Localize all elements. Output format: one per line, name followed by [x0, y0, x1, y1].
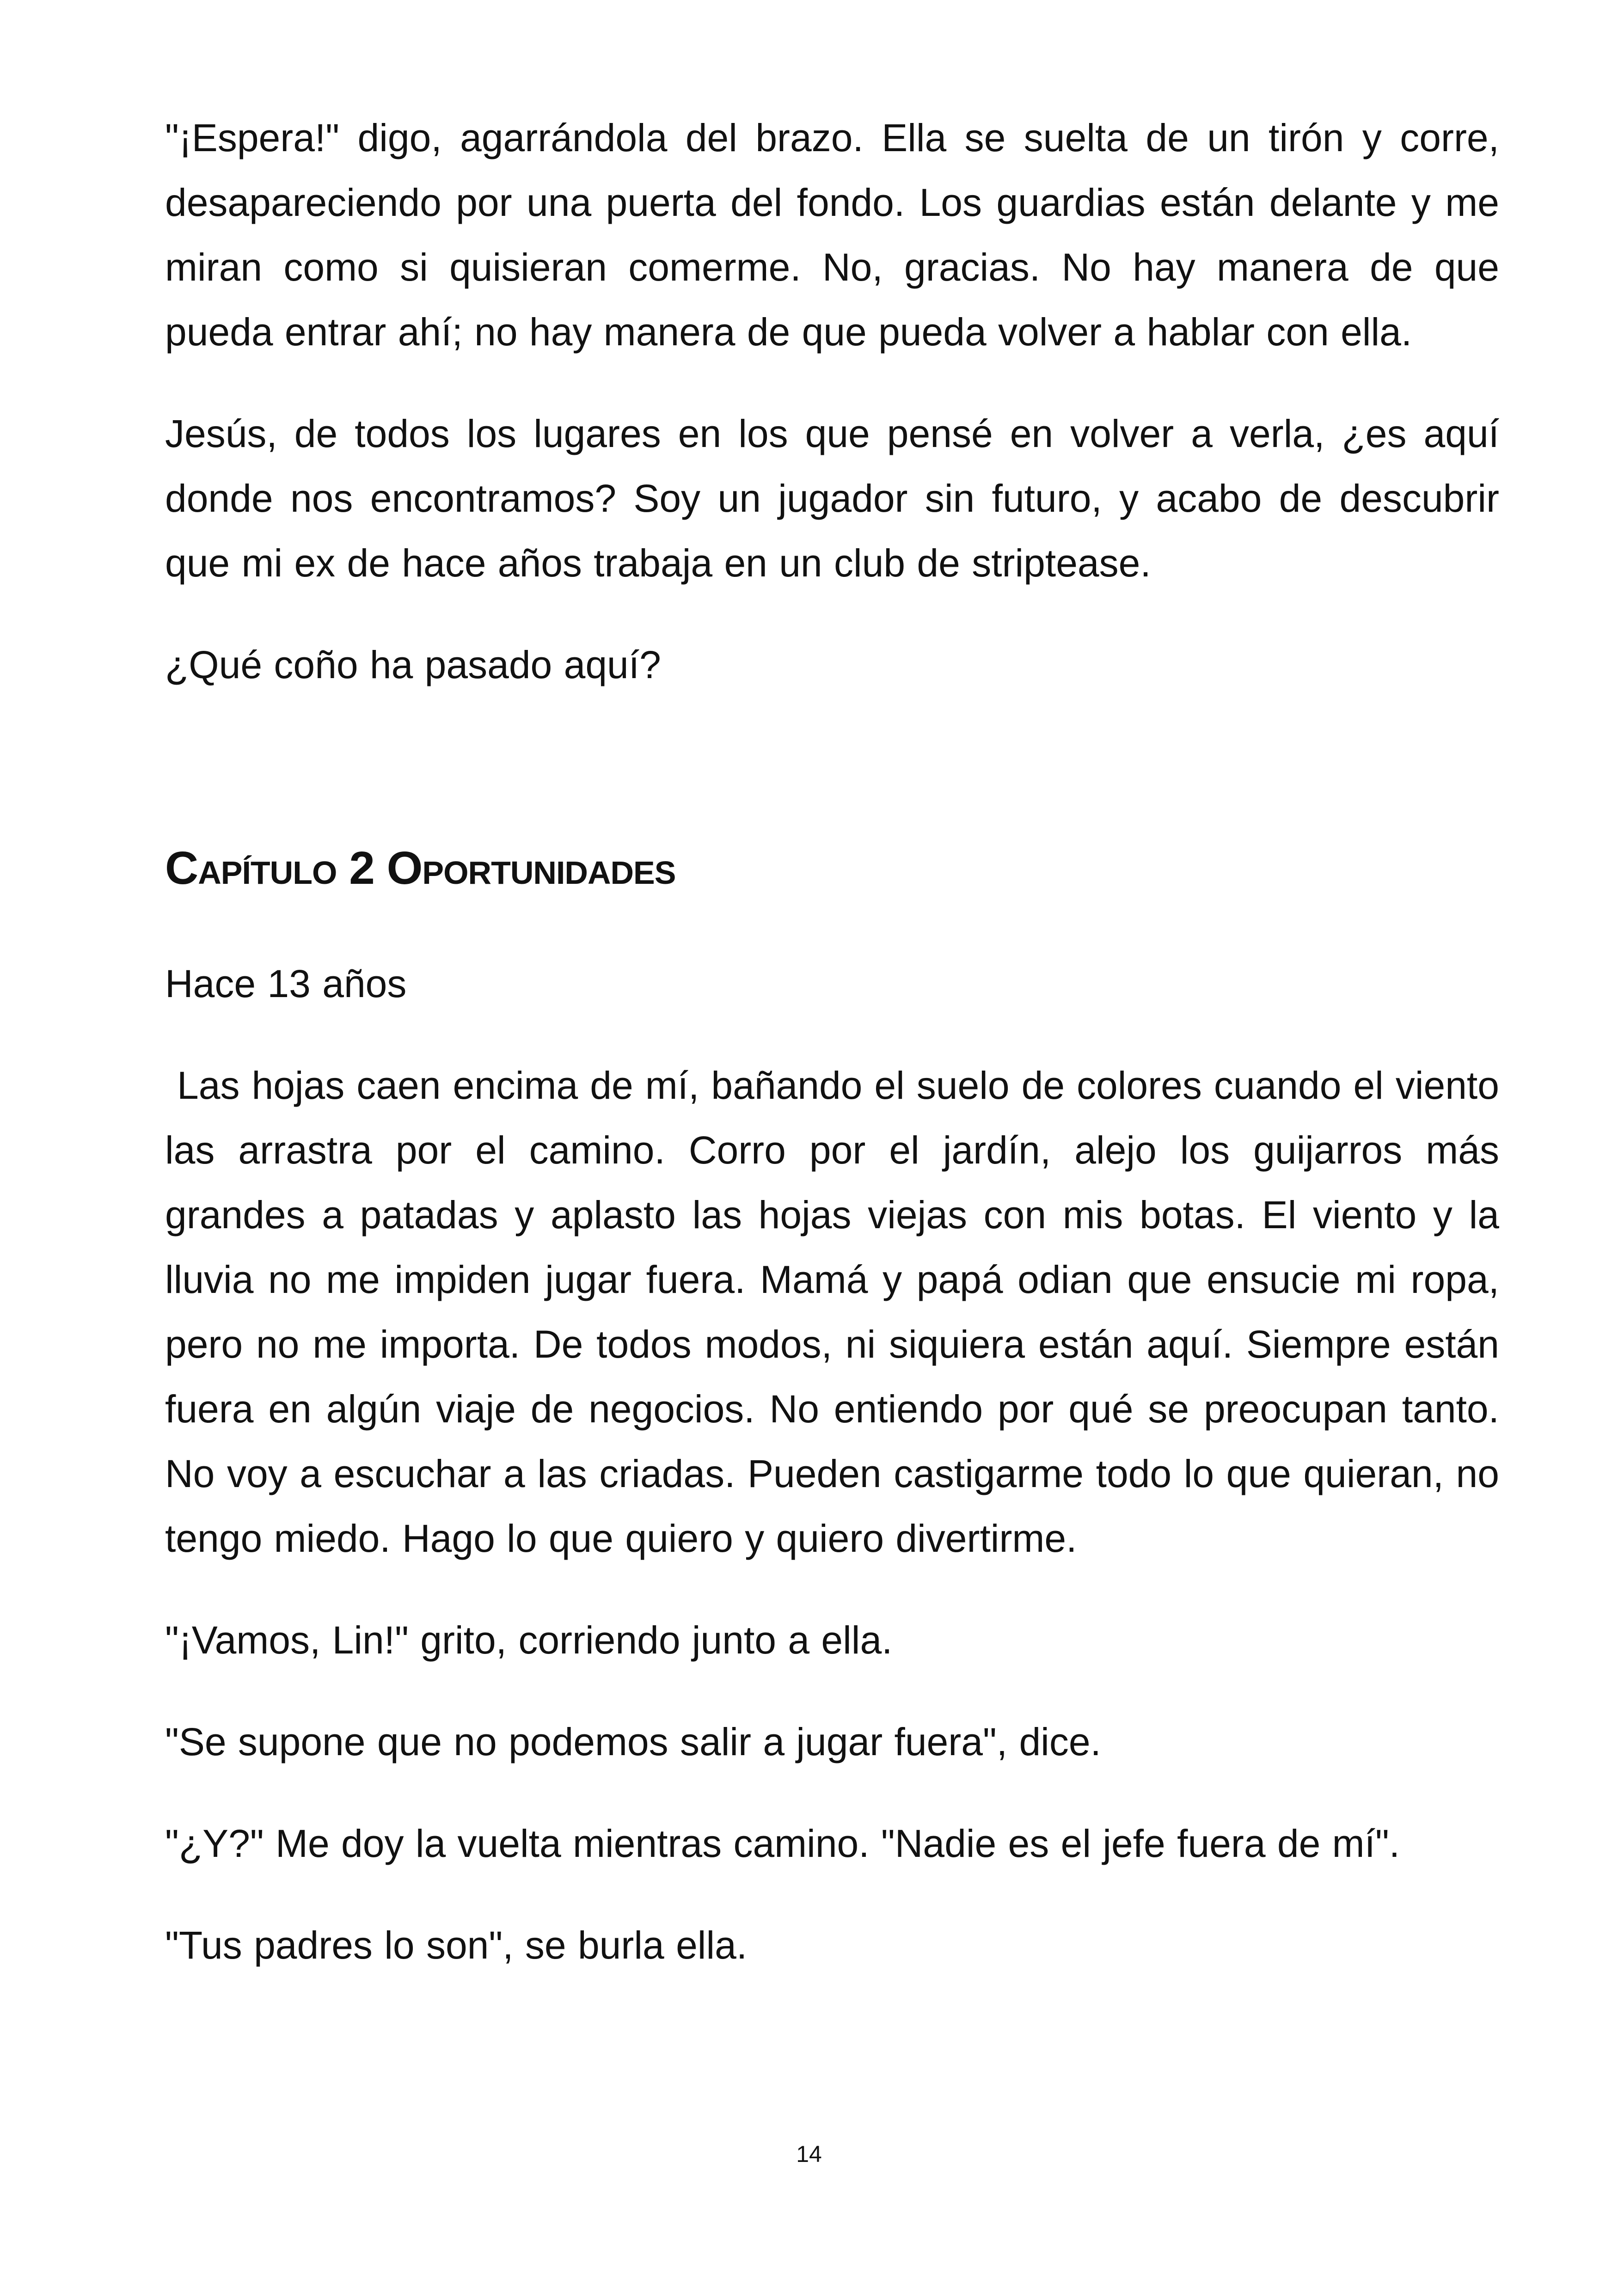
paragraph: Las hojas caen encima de mí, bañando el suelo de colores cuando el viento las arrastra por el camino. Corro por el jardín, alejo los guijarros más grandes a patadas y aplasto las hojas viejas con mis botas. El viento y la lluvia no me impiden jugar fuera. Mamá y papá odian que ensucie mi ropa, pero no me importa. De todos modos, ni siquiera están aquí. Siempre están fuera en algún viaje de negocios. No entiendo por qué se preocupan tanto. No voy a escuchar a las criadas. Pueden castigarme todo lo que quieran, no tengo miedo. Hago lo que quiero y quiero divertirme. [165, 1064, 1511, 1560]
chapter-subheading: Hace 13 años [165, 962, 407, 1005]
chapter-title: Capítulo 2 Oportunidades [165, 842, 676, 894]
paragraph: Jesús, de todos los lugares en los que pensé en volver a verla, ¿es aquí donde nos encontramos? Soy un jugador sin futuro, y acabo de descubrir que mi ex de hace años trabaja en un club de striptease. [165, 412, 1499, 585]
paragraph: "¿Y?" Me doy la vuelta mientras camino. "Nadie es el jefe fuera de mí". [165, 1822, 1400, 1865]
paragraph: "Se supone que no podemos salir a jugar fuera", dice. [165, 1720, 1101, 1763]
paragraph: "¡Vamos, Lin!" grito, corriendo junto a ella. [165, 1618, 893, 1662]
paragraph: "Tus padres lo son", se burla ella. [165, 1923, 748, 1967]
paragraph: ¿Qué coño ha pasado aquí? [165, 643, 661, 686]
paragraph: "¡Espera!" digo, agarrándola del brazo. Ella se suelta de un tirón y corre, desapareciendo por una puerta del fondo. Los guardias están delante y me miran como si quisieran comerme. No, gracias. No hay manera de que pueda entrar ahí; no hay manera de que pueda volver a hablar con ella. [165, 116, 1499, 354]
page-content [165, 105, 1511, 1978]
page-number: 14 [796, 2141, 822, 2167]
